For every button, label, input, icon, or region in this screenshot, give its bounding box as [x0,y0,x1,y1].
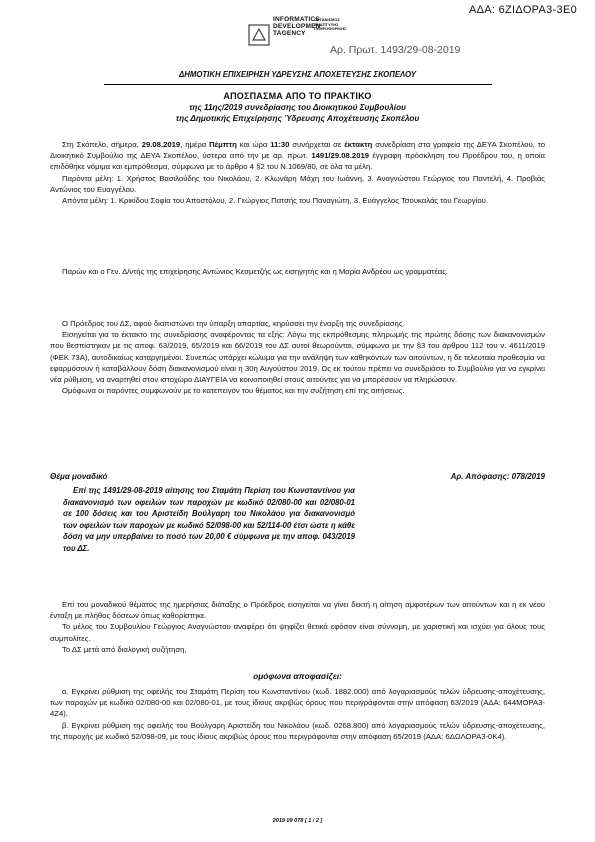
discussion-paragraph-1: Επί του μοναδικού θέματος της ημερήσιας διάταξης ο Πρόεδρος εισηγείται να γίνει δεκτή η αίτηση αμφοτέρων των αιτούντων και η εκ νέου ένταξη με πλήθος δόσεων όπως καθορίστηκε. [50,600,545,621]
logo-small-1: ΟΡΓΑΝΙΣΜΟΣ [314,17,340,22]
document-subtitle-2: της Δημοτικής Επιχείρησης Ύδρευσης Αποχέτευσης Σκοπέλου [175,114,420,123]
discussion-paragraph-3: Το ΔΣ μετά από διαλογική συζήτηση, [62,644,187,654]
intro-paragraph: Στη Σκόπελο, σήμερα, 29.08.2019, ημέρα Πέμπτη και ώρα 11:30 συνήρχεται σε έκτακτη συνεδρίαση στα γραφεία της ΔΕΥΑ Σκοπέλου, το Διοικητικό Συμβούλιο της ΔΕΥΑ Σκοπέλου, ύστερα από την με αρ. πρωτ. 1491/29.08.2019 έγγραφη πρόσκληση του Προέδρου του, η οποία επιδόθηκε νόμιμα και εμπρόθεσμα, σύμφωνα με το άρθρο 4 §2 του Ν.1069/80, σε όλα τα μέλη. [50,140,546,172]
quorum-paragraph-1: Ο Πρόεδρος του ΔΣ, αφού διαπιστώνει την ύπαρξη απαρτίας, κηρύσσει την έναρξη της συνεδρίασης. [62,319,405,328]
quorum-paragraph-2: Εισηγείται για το έκτακτο της συνεδρίασης αναφέροντας τα εξής: Λόγω της εκπρόθεσμης πληρωμής της πρώτης δόσης των διακανονισμών που θεσπίστηκαν με τις αποφ. 63/2019, 65/2019 και 66/2019 του ΔΣ αυτοί θεωρούνται, σύμφωνα με την §3 του άρθρου 112 του ν. 4611/2019 (ΦΕΚ 73Α), αυτοδικαίως καταργημένοι. Συνεπώς υπάρχει κώλυμα για την ανάληψη των καθηκόντων των αιτούντων, η δε τελευταία προθεσμία να εφαρμόσουν ή καταβάλλουν δόση διακανονισμού είναι η 30η Αυγούστου 2019. Ως εκ τούτου πρέπει να συνεδριάσει το Συμβούλιο για να εγκρίνει νέα ρύθμιση, να αναρτηθεί στον ιστοχώρο ΔΙΑΥΓΕΙΑ να κοινοποιηθεί στους αιτούντες για να μπορέσουν να πληρώσουν. [50,330,545,385]
discussion-section [50,599,545,655]
absent-members: Απόντα μέλη: 1. Κρικίδου Σοφία του Αποστόλου, 2. Γεώργιος Πατσής του Παναγιώτη, 3. Ευάγγελος Τσουκαλάς του Γεωργίου. [62,196,488,206]
decision-number: Αρ. Απόφασης: 078/2019 [450,472,545,481]
protocol-number: Αρ. Πρωτ. 1493/29-08-2019 [330,44,461,56]
page-footer: 2019 09 078 [ 1 / 2 ] [272,818,323,824]
decision-b: β. Εγκρίνει ρύθμιση της οφειλής του Βούλγαρη Αριστείδη του Νικολάου (κωδ. 0268.800) από λογαριασμούς τελών ύδρευσης-αποχέτευσης, της παροχής με κωδικό 52/098-09, με τους ίδιους ακριβώς όρους που περιγράφονται στην απόφαση 65/2019 (ΑΔΑ: 6ΔΩΛΟΡΑ3-0Κ4). [50,720,545,741]
organization-name: ΔΗΜΟΤΙΚΗ ΕΠΙΧΕΙΡΗΣΗ ΥΔΡΕΥΣΗΣ ΑΠΟΧΕΤΕΥΣΗΣ ΣΚΟΠΕΛΟΥ [178,70,417,79]
quorum-paragraph-3: Ομόφωνα οι παρόντες συμφωνούν με το κατεπείγον του θέματος και την συζήτηση επί της αιτήσεως. [62,386,405,396]
logo-line-3: TAGENCY [273,30,306,37]
subject-text: Επί της 1491/29-08-2019 αίτησης του Σταμάτη Περίση του Κωνσταντίνου για διακανονισμό των οφειλών των παροχών με κωδικό 02/080-00 και 02/080-01 σε 100 δόσεις και του Αριστείδη Βούλγαρη του Νικολάου για διακανονισμό των οφειλών των παροχών με κωδικό 52/098-00 και 52/114-00 έτσι ώστε η κάθε δόση να μην υπερβαίνει το ποσό των 20,00 € σύμφωνα με την αποφ. 043/2019 του ΔΣ. [63,486,355,553]
logo-line-2: DEVELOPMEN [273,23,321,30]
quorum-section [50,318,545,396]
document-title: ΑΠΟΣΠΑΣΜΑ ΑΠΟ ΤΟ ΠΡΑΚΤΙΚΟ [223,91,372,101]
subject-header [50,472,545,481]
document-subtitle-1: της 11ης/2019 συνεδρίασης του Διοικητικού Συμβουλίου [189,103,406,112]
decision-a: α. Εγκρίνει ρύθμιση της οφειλής του Σταμάτη Περίση του Κωνσταντίνου (κωδ. 1882.000) από λογαριασμούς τελών ύδρευσης-αποχέτευσης, των παροχών με κωδικό 02/080-00 και 02/080-01, με τους ίδιους ακριβώς όρους που περιγράφονται στην απόφαση 63/2019 (ΑΔΑ: 644ΜΟΡΑ3-4Ζ4). [50,687,545,719]
logo-small-2: ΑΝΑΠΤΥΞΗΣ [314,21,339,27]
ada-code: ΑΔΑ: 6ΖΙΔΟΡΑ3-3Ε0 [468,4,577,16]
attendees-paragraph: Παρών και ο Γεν. Δ/ντής της επιχείρησης Αντώνιος Κεσμετζής ως εισηγητής και η Μαρία Ανδρέου ως γραμματέας. [62,267,449,276]
logo-mark-icon [248,24,270,46]
logo-line-1: INFORMATICS [273,16,320,23]
logo-small-3: ΠΛΗΡΟΦΟΡΙΚΗΣ [314,26,347,32]
intro-section [50,139,545,206]
decisions-section [50,686,545,742]
unanimous-decision-heading: ομόφωνα αποφασίζει: [253,671,342,681]
header-divider [104,84,492,85]
present-members: Παρόντα μέλη: 1. Χρήστος Βασιλούδης του Νικολάου, 2. Κλωνάρη Μάχη του Ιωάννη, 3. Αναγνώστου Γεώργιος του Παντελή, 4. Προβιάς Αντώνιος του Ευαγγέλου. [50,173,545,194]
subject-label: Θέμα μοναδικό [50,472,108,481]
discussion-paragraph-2: Το μέλος του Συμβουλίου Γεώργιος Αναγνώστου αναφέρει ότι ψηφίζει θετικά εφόσον είναι σύννομη, με χαριστική και ισχύει για όλους τους συμπολίτες. [50,622,545,643]
